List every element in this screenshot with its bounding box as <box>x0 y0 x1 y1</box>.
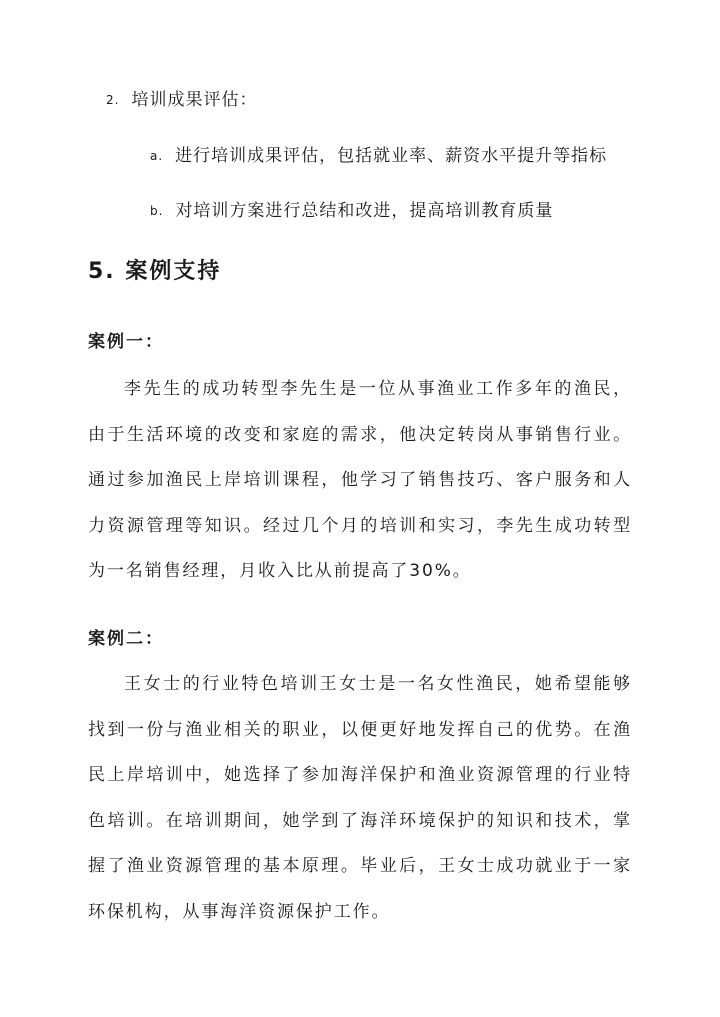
list-item-title: 培训成果评估： <box>131 90 258 110</box>
case-two-body: 王女士的行业特色培训王女士是一名女性渔民，她希望能够找到一份与渔业相关的职业，以便更好地发挥自己的优势。在渔民上岸培训中，她选择了参加海洋保护和渔业资源管理的行业特色培训。在培训期间，她学到了海洋环境保护的知识和技术，掌握了渔业资源管理的基本原理。毕业后，王女士成功就业于一家环保机构，从事海洋资源保护工作。 <box>88 674 632 922</box>
evaluation-list-item <box>106 88 257 112</box>
sub-item-letter: a. <box>150 149 164 163</box>
sub-item-text: 进行培训成果评估，包括就业率、薪资水平提升等指标 <box>175 146 608 166</box>
sub-item-text: 对培训方案进行总结和改进，提高培训教育质量 <box>175 201 554 221</box>
case-two-title: 案例二： <box>88 629 164 649</box>
case-one-title: 案例一： <box>88 332 164 352</box>
sub-item-letter: b. <box>150 204 164 218</box>
sub-item-a <box>150 144 607 168</box>
sub-item-b <box>150 199 553 223</box>
list-number: 2. <box>106 93 120 107</box>
case-one-body: 李先生的成功转型李先生是一位从事渔业工作多年的渔民，由于生活环境的改变和家庭的需求，他决定转岗从事销售行业。通过参加渔民上岸培训课程，他学习了销售技巧、客户服务和人力资源管理等知识。经过几个月的培训和实习，李先生成功转型为一名销售经理，月收入比从前提高了30%。 <box>88 379 632 581</box>
section-heading: 5. 案例支持 <box>88 259 222 284</box>
